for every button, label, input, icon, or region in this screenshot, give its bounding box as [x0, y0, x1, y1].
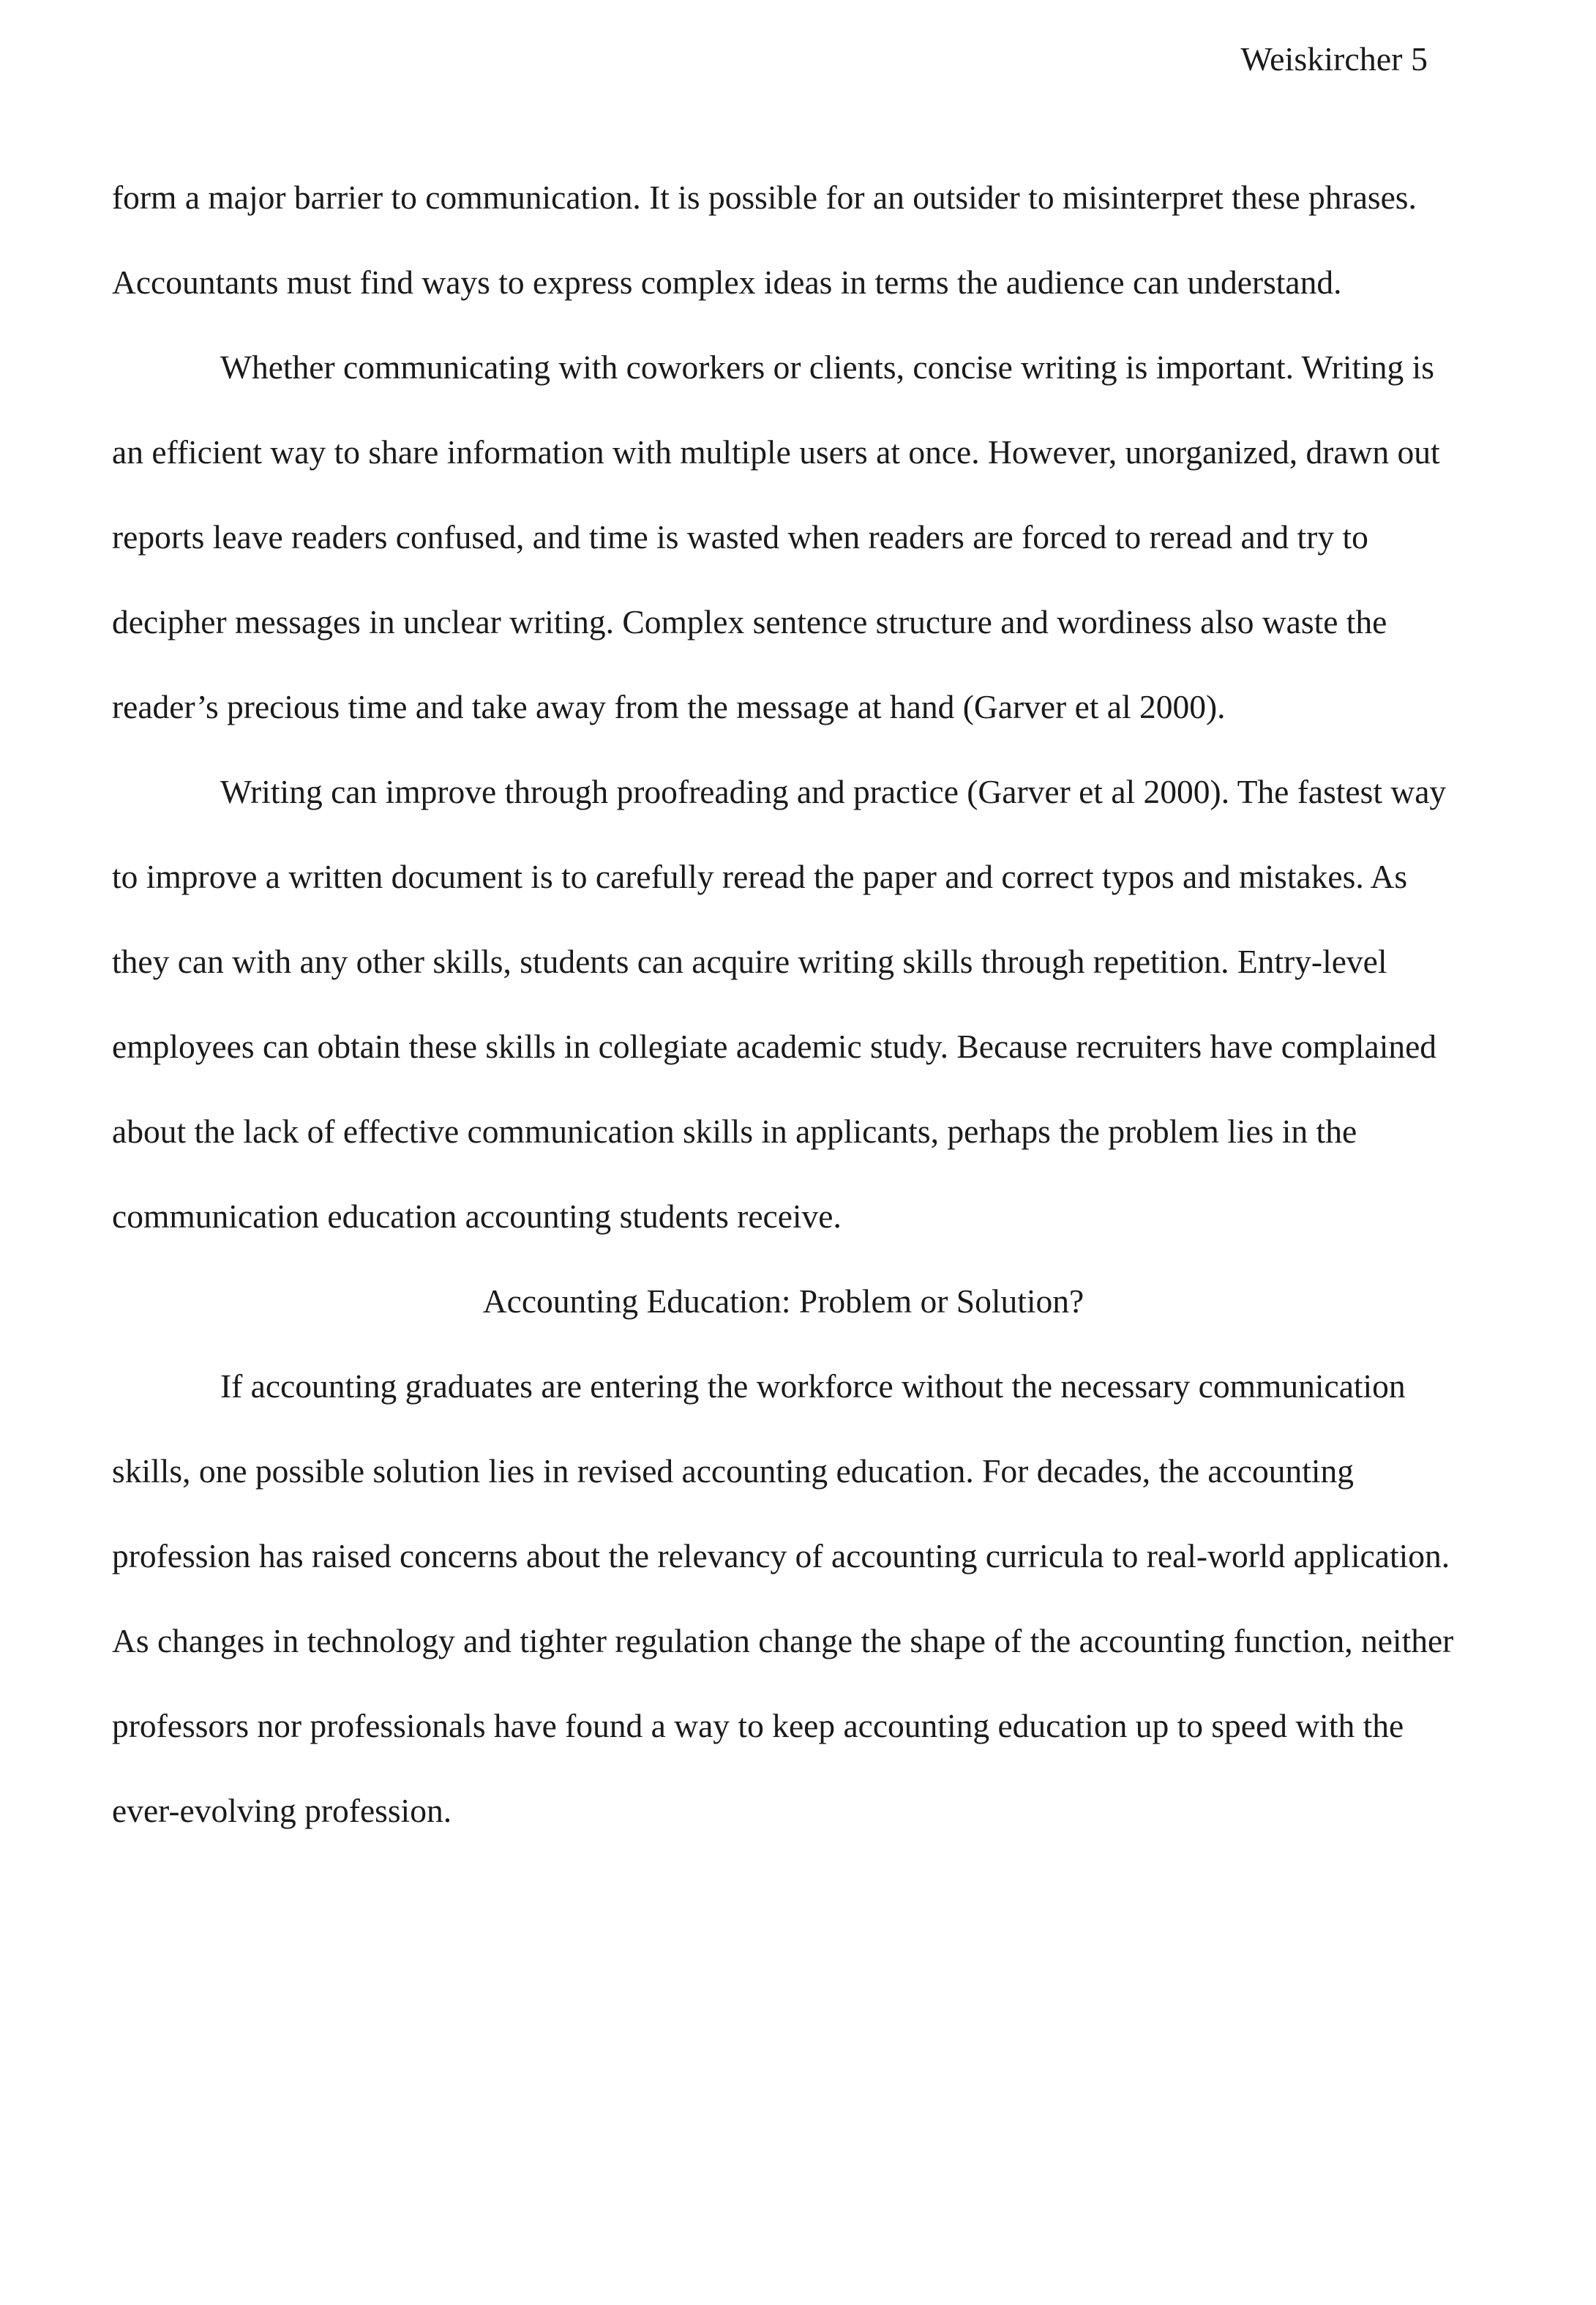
paragraph-accounting-education: If accounting graduates are entering the workforce without the necessary communication skills, one possible solution lies in revised accounting education. For decades, the accounting profession has raised concerns about the relevancy of accounting curricula to real-world application. As changes in technology and tighter regulation change the shape of the accounting function, neither professors nor professionals have found a way to keep accounting education up to speed with the ever-evolving profession.	[112, 1367, 1454, 1829]
paragraph-concise-writing: Whether communicating with coworkers or clients, concise writing is important. Writing is an efficient way to share information with multiple users at once. However, unorganized, drawn out reports leave readers confused, and time is wasted when readers are forced to reread and try to decipher messages in unclear writing. Complex sentence structure and wordiness also waste the reader’s precious time and take away from the message at hand (Garver et al 2000).	[112, 348, 1440, 725]
paragraph-proofreading: Writing can improve through proofreading and practice (Garver et al 2000). The fastest way to improve a written document is to carefully reread the paper and correct typos and mistakes. As they can with any other skills, students can acquire writing skills through repetition. Entry-level employees can obtain these skills in collegiate academic study. Because recruiters have complained about the lack of effective communication skills in applicants, perhaps the problem lies in the communication education accounting students receive.	[112, 773, 1447, 1235]
section-heading: Accounting Education: Problem or Solution?	[482, 1282, 1084, 1320]
body-text	[112, 155, 1455, 1853]
running-head: Weiskircher 5	[1240, 40, 1428, 78]
paragraph-continuation: form a major barrier to communication. It is possible for an outsider to misinterpret these phrases. Accountants must find ways to express complex ideas in terms the audience can understand.	[112, 179, 1417, 301]
